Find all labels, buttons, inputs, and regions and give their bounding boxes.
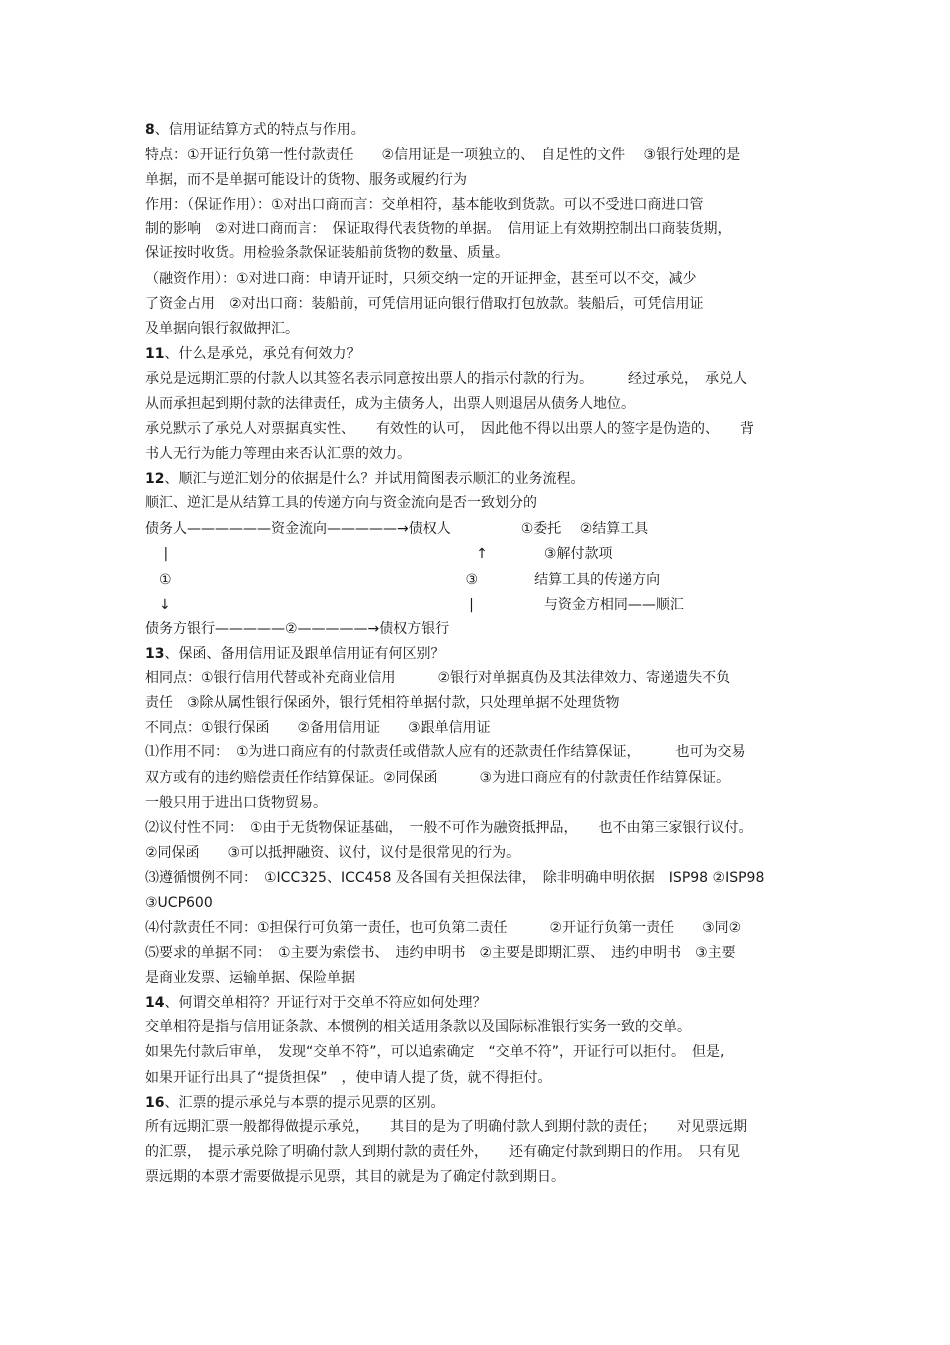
- text-line: （融资作用）：①对进口商：申请开证时，只须交纳一定的开证押金，甚至可以不交，减少: [145, 271, 697, 287]
- flow-diagram-line: ① ③ 结算工具的传递方向: [145, 572, 661, 588]
- question-12-title: 12、顺汇与逆汇划分的依据是什么？并试用简图表示顺汇的业务流程。: [145, 471, 585, 487]
- text-line: ⑴作用不同： ①为进口商应有的付款责任或借款人应有的还款责任作结算保证， 也可为交易: [145, 744, 746, 760]
- text-line: 书人无行为能力等理由来否认汇票的效力。: [145, 446, 411, 462]
- text-line: 双方或有的违约赔偿责任作结算保证。②同保函 ③为进口商应有的付款责任作结算保证。: [145, 770, 731, 786]
- flow-diagram-line: 债务方银行—————②—————→债权方银行: [145, 621, 450, 637]
- text-line: ⑸要求的单据不同： ①主要为索偿书、 违约申明书 ②主要是即期汇票、 违约申明书 ③主要: [145, 945, 736, 961]
- text-line: 如果开证行出具了“提货担保” ，使申请人提了货，就不得拒付。: [145, 1070, 552, 1086]
- text-line: 单据，而不是单据可能设计的货物、服务或履约行为: [145, 172, 467, 188]
- text-line: 承兑是远期汇票的付款人以其签名表示同意按出票人的指示付款的行为。 经过承兑， 承兑人: [145, 371, 747, 387]
- text-line: 所有远期汇票一般都得做提示承兑， 其目的是为了明确付款人到期付款的责任； 对见票远期: [145, 1119, 747, 1135]
- flow-diagram-line: 债务人——————资金流向—————→债权人 ①委托 ②结算工具: [145, 521, 649, 537]
- text-line: 及单据向银行叙做押汇。: [145, 321, 299, 337]
- text-line: 如果先付款后审单， 发现“交单不符”，可以追索确定 “交单不符”，开证行可以拒付。 但是,: [145, 1044, 725, 1060]
- text-line: ⑶遵循惯例不同： ①ICC325、ICC458 及各国有关担保法律， 除非明确申明依据 ISP98 ②ISP98: [145, 870, 765, 886]
- text-line: 交单相符是指与信用证条款、本惯例的相关适用条款以及国际标准银行实务一致的交单。: [145, 1019, 691, 1035]
- text-line: 责任 ③除从属性银行保函外，银行凭相符单据付款，只处理单据不处理货物: [145, 695, 620, 711]
- question-8-title: 8、信用证结算方式的特点与作用。: [145, 122, 365, 138]
- text-line: 顺汇、逆汇是从结算工具的传递方向与资金流向是否一致划分的: [145, 495, 537, 511]
- text-line: 承兑默示了承兑人对票据真实性、 有效性的认可， 因此他不得以出票人的签字是伪造的、 背: [145, 421, 754, 437]
- question-11-title: 11、什么是承兑，承兑有何效力？: [145, 346, 361, 362]
- text-line: 相同点：①银行信用代替或补充商业信用 ②银行对单据真伪及其法律效力、寄递遗失不负: [145, 670, 731, 686]
- text-line: ③UCP600: [145, 895, 213, 911]
- flow-diagram-line: ↓ | 与资金方相同——顺汇: [145, 597, 684, 613]
- text-line: 了资金占用 ②对出口商：装船前，可凭信用证向银行借取打包放款。装船后，可凭信用证: [145, 296, 704, 312]
- text-line: 是商业发票、运输单据、保险单据: [145, 970, 355, 986]
- text-line: ⑷付款责任不同：①担保行可负第一责任，也可负第二责任 ②开证行负第一责任 ③同②: [145, 920, 742, 936]
- text-line: ②同保函 ③可以抵押融资、议付，议付是很常见的行为。: [145, 845, 521, 861]
- text-line: 一般只用于进出口货物贸易。: [145, 795, 327, 811]
- text-line: 从而承担起到期付款的法律责任，成为主债务人，出票人则退居从债务人地位。: [145, 396, 635, 412]
- flow-diagram-line: | ↑ ③解付款项: [145, 546, 613, 562]
- text-line: 不同点：①银行保函 ②备用信用证 ③跟单信用证: [145, 720, 491, 736]
- text-line: 票远期的本票才需要做提示见票，其目的就是为了确定付款到期日。: [145, 1169, 565, 1185]
- question-14-title: 14、何谓交单相符？开证行对于交单不符应如何处理？: [145, 995, 487, 1011]
- question-16-title: 16、汇票的提示承兑与本票的提示见票的区别。: [145, 1095, 445, 1111]
- text-line: ⑵议付性不同： ①由于无货物保证基础， 一般不可作为融资抵押品， 也不由第三家银行议付。: [145, 820, 753, 836]
- text-line: 制的影响 ②对进口商而言： 保证取得代表货物的单据。 信用证上有效期控制出口商装货期，: [145, 221, 732, 237]
- text-line: 作用：（保证作用）：①对出口商而言：交单相符，基本能收到货款。可以不受进口商进口管: [145, 197, 704, 213]
- question-13-title: 13、保函、备用信用证及跟单信用证有何区别？: [145, 646, 445, 662]
- text-line: 特点：①开证行负第一性付款责任 ②信用证是一项独立的、 自足性的文件 ③银行处理的是: [145, 147, 741, 163]
- text-line: 保证按时收货。用检验条款保证装船前货物的数量、质量。: [145, 245, 509, 261]
- text-line: 的汇票， 提示承兑除了明确付款人到期付款的责任外， 还有确定付款到期日的作用。 只有见: [145, 1144, 740, 1160]
